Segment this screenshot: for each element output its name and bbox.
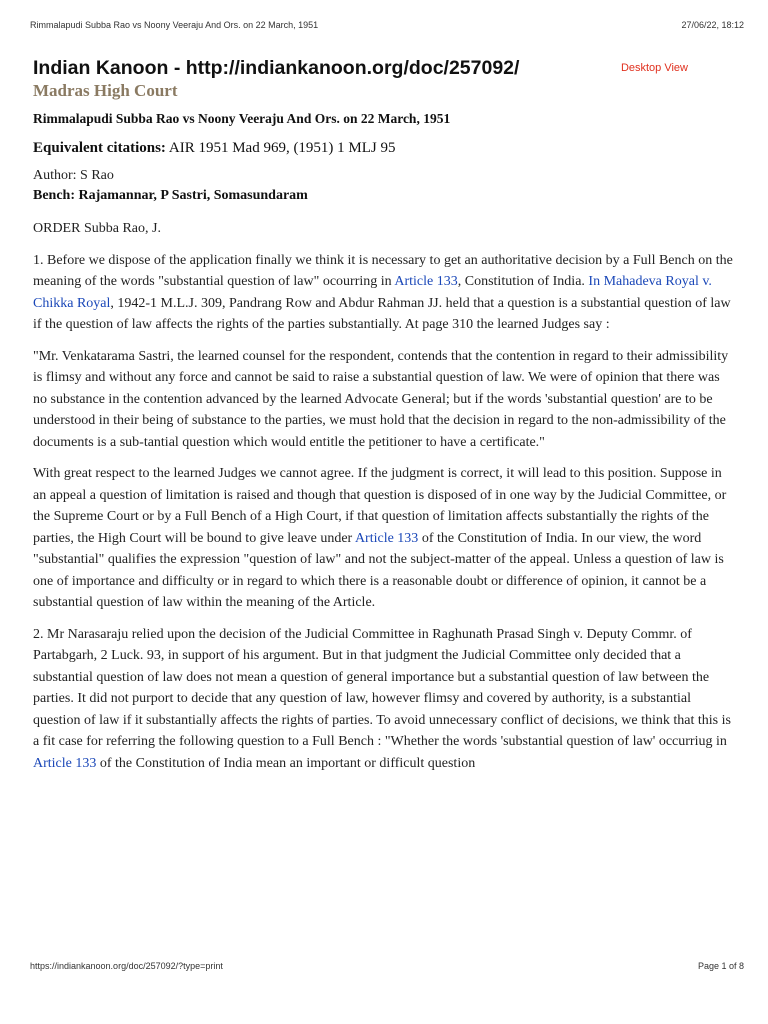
- desktop-view-link[interactable]: Desktop View: [620, 62, 688, 74]
- print-datetime: 27/06/22, 18:12: [681, 20, 744, 30]
- article-133-link[interactable]: Article 133: [394, 274, 458, 289]
- paragraph-2-text-a: With great respect to the learned Judges we cannot agree. If the judgment is correct, it will lead to this position. Suppose in an appeal a question of limitation is raised and though that question is disposed of in one way by the Judicial Committee, or the Supreme Court or by a Full Bench of a High Court, if that question of limitation affects substantially the rights of the parties, the High Court will be bound to give leave under: [33, 466, 727, 546]
- case-title: Rimmalapudi Subba Rao vs Noony Veeraju And Ors. on 22 March, 1951: [33, 111, 451, 126]
- article-133-link[interactable]: Article 133: [354, 530, 419, 546]
- paragraph-1: [33, 250, 733, 336]
- paragraph-2-text-b: of the Constitution of India. In our view, the word "substantial" qualifies the expression "question of law" and not the subject-matter of the appeal. Unless a question of law is one of importance and difficulty or in regard to which there is a reasonable doubt or difference of opinion, it cannot be a substantial question of law within the meaning of the Article.: [33, 530, 724, 610]
- court-name: Madras High Court: [33, 81, 178, 100]
- equivalent-citations: [33, 138, 733, 158]
- print-footer: [0, 958, 768, 988]
- citations-value: AIR 1951 Mad 969, (1951) 1 MLJ 95: [165, 140, 396, 156]
- print-url: https://indiankanoon.org/doc/257092/?type=print: [30, 961, 223, 971]
- quoted-passage: "Mr. Venkatarama Sastri, the learned counsel for the respondent, contends that the contention in regard to their admissibility is flimsy and without any force and cannot be said to raise a substantial question of law. We were of opinion that there was no substance in the contention advanced by the learned Advocate General; but if the words 'substantial question' are to be understood in their being of substance to the parties, we must hold that the decision in regard to the non-admissibility of the documents is a sub-tantial question which would entitle the petitioner to have a certificate.": [33, 348, 729, 450]
- mahadeva-royal-link[interactable]: In Mahadeva Royal v. Chikka Royal: [33, 274, 712, 311]
- paragraph-3-text-b: of the Constitution of India mean an important or difficult question: [96, 755, 476, 771]
- paragraph-3: [33, 624, 733, 775]
- site-title: Indian Kanoon - http://indiankanoon.org/doc/257092/: [33, 57, 520, 79]
- print-header: [0, 0, 768, 40]
- print-doc-title: Rimmalapudi Subba Rao vs Noony Veeraju And Ors. on 22 March, 1951: [30, 20, 319, 30]
- document-content: [33, 56, 733, 784]
- citations-label: Equivalent citations:: [33, 140, 166, 156]
- bench: Bench: Rajamannar, P Sastri, Somasundaram: [33, 188, 308, 203]
- article-133-link[interactable]: Article 133: [33, 755, 97, 771]
- paragraph-1-text-b: , Constitution of India.: [457, 274, 589, 289]
- page-number: Page 1 of 8: [697, 961, 744, 971]
- paragraph-1-text-c: , 1942-1 M.L.J. 309, Pandrang Row and Abdur Rahman JJ. held that a question is a substantial question of law if the question of law affects the rights of the parties substantially. At page 310 the learned Judges say :: [33, 295, 731, 332]
- paragraph-2: [33, 463, 733, 614]
- paragraph-3-text-a: 2. Mr Narasaraju relied upon the decision of the Judicial Committee in Raghunath Prasad Singh v. Deputy Commr. of Partabgarh, 2 Luck. 93, in support of his argument. But in that judgment the Judicial Committee only decided that a substantial question of law does not mean a question of general importance but a substantial question of law between the parties. It did not purport to decide that any question of law, however flimsy and covered by authority, is a substantial question of law if it substantially affects the rights of parties. To avoid unnecessary conflict of decisions, we think that this is a fit case for referring the following question to a Full Bench : "Whether the words 'substantial question of law' occurriug in: [33, 626, 731, 749]
- author: Author: S Rao: [33, 168, 114, 183]
- paragraph-1-text-a: 1. Before we dispose of the application finally we think it is necessary to get an authoritative decision by a Full Bench on the meaning of the words "substantial question of law" ocourring in: [33, 252, 733, 289]
- order-line: ORDER Subba Rao, J.: [33, 221, 161, 236]
